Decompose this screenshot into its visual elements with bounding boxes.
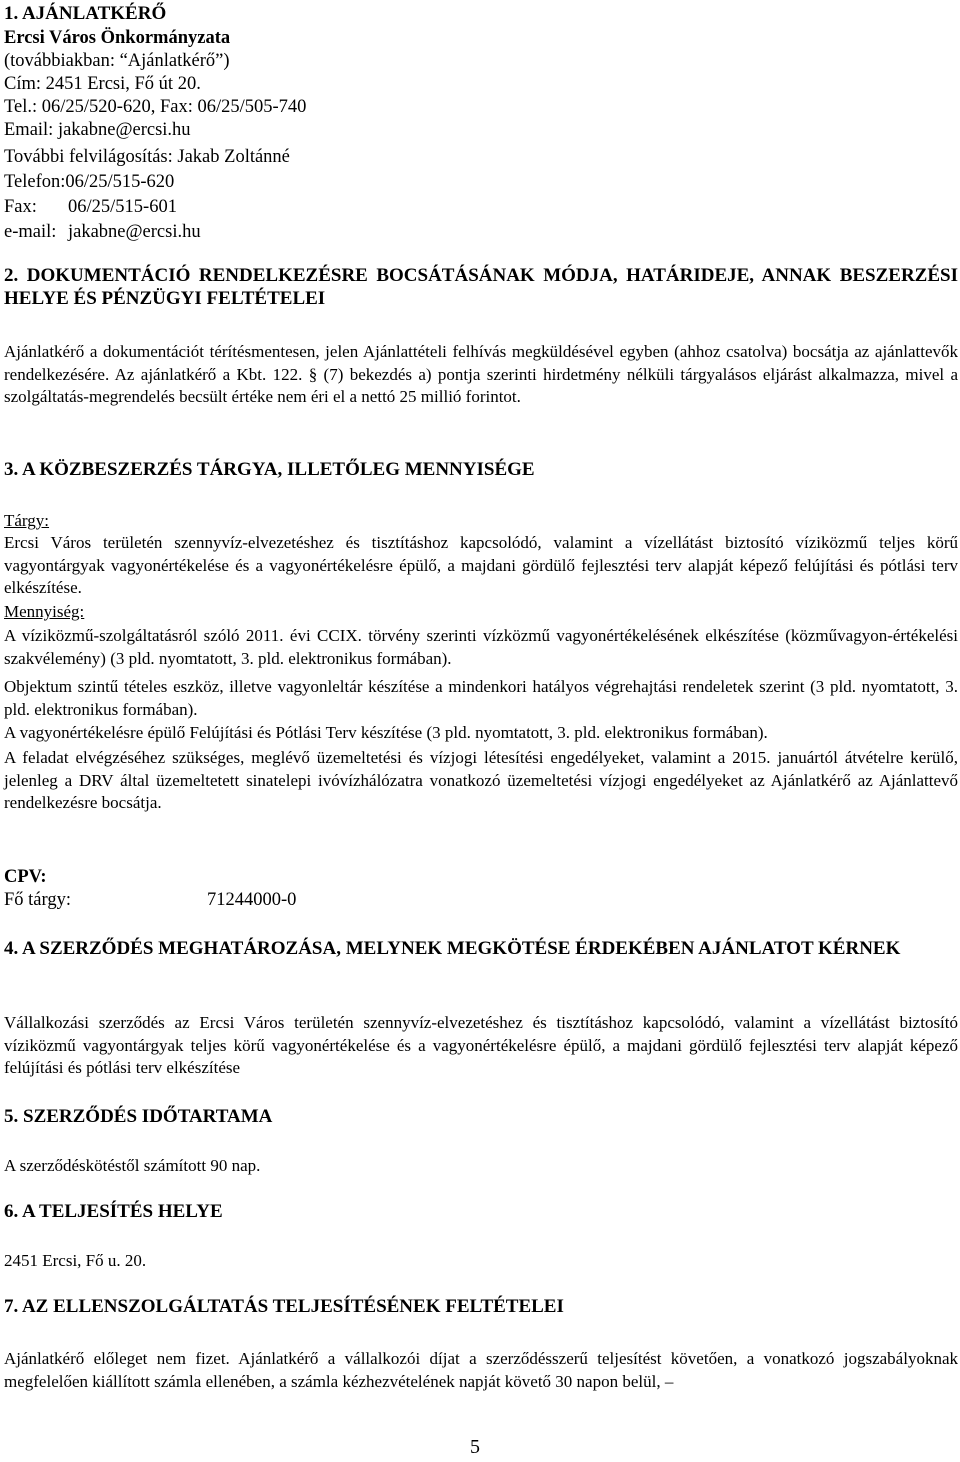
section-1-heading: 1. AJÁNLATKÉRŐ <box>4 3 167 24</box>
section-5-paragraph: A szerződéskötéstől számított 90 nap. <box>4 1156 261 1175</box>
tel-line: Tel.: 06/25/520-620, Fax: 06/25/505-740 <box>4 97 307 117</box>
cpv-main-label: Fő tárgy: <box>4 890 71 910</box>
email-line: Email: jakabne@ercsi.hu <box>4 120 191 140</box>
section-2-paragraph: Ajánlatkérő a dokumentációt térítésmentesen, jelen Ajánlattételi felhívás megküldésével egyben (ahhoz csatolva) bocsátja az ajánlattevők rendelkezésére. Az ajánlatkérő a Kbt. 122. § (7) bekezdés a) pontja szerinti hirdetmény nélküli tárgyalásos eljárást alkalmazza, mivel a szolgáltatás-megrendelés becsült értéke nem éri el a nettó 25 millió forintot. <box>4 342 958 406</box>
org-name: Ercsi Város Önkormányzata <box>4 28 231 48</box>
cpv-main-row <box>4 889 297 911</box>
section-6-heading: 6. A TELJESÍTÉS HELYE <box>4 1201 223 1222</box>
email2-label: e-mail: <box>4 222 57 242</box>
subject-label: Tárgy: <box>4 511 50 530</box>
phone-line: Telefon:06/25/515-620 <box>4 172 175 192</box>
cpv-label: CPV: <box>4 867 47 887</box>
page-number: 5 <box>470 1436 480 1458</box>
section-4-heading: 4. A SZERZŐDÉS MEGHATÁROZÁSA, MELYNEK MEGKÖTÉSE ÉRDEKÉBEN AJÁNLATOT KÉRNEK <box>4 938 901 959</box>
address-line: Cím: 2451 Ercsi, Fő út 20. <box>4 74 201 94</box>
section-5-heading: 5. SZERZŐDÉS IDŐTARTAMA <box>4 1106 273 1127</box>
quantity-label: Mennyiség: <box>4 602 85 621</box>
info-line: További felvilágosítás: Jakab Zoltánné <box>4 147 290 167</box>
section-2-heading: 2. DOKUMENTÁCIÓ RENDELKEZÉSRE BOCSÁTÁSÁNAK MÓDJA, HATÁRIDEJE, ANNAK BESZERZÉSI HELYE ÉS PÉNZÜGYI FELTÉTELEI <box>4 265 958 309</box>
subject-text: Ercsi Város területén szennyvíz-elvezetéshez és tisztításhoz kapcsolódó, valamint a vízellátást biztosító víziközmű teljes körű vagyontárgyak vagyonértékelése és a vagyonértékelésre épülő, a majdani gördülő fejlesztési terv alapját képező felújítási és pótlási terv elkészítése. <box>4 533 958 597</box>
quantity-paragraph-1: A víziközmű-szolgáltatásról szóló 2011. évi CCIX. törvény szerinti vízközmű vagyonértékelésének elkészítése (közművagyon-értékelési szakvélemény) (3 pld. nyomtatott, 3. pld. elektronikus formában). <box>4 626 958 668</box>
email2-value: jakabne@ercsi.hu <box>68 222 201 242</box>
fax-label: Fax: <box>4 197 37 217</box>
cpv-main-code: 71244000-0 <box>207 890 297 910</box>
section-4-paragraph: Vállalkozási szerződés az Ercsi Város területén szennyvíz-elvezetéshez és tisztításhoz kapcsolódó, valamint a vízellátást biztosító víziközmű vagyontárgyak teljes körű vagyonértékelése és a vagyonértékelésre épülő, a majdani gördülő fejlesztési terv alapját képező felújítási és pótlási terv elkészítése <box>4 1013 958 1077</box>
fax-line <box>4 196 177 218</box>
section-7-heading: 7. AZ ELLENSZOLGÁLTATÁS TELJESÍTÉSÉNEK FELTÉTELEI <box>4 1296 564 1317</box>
quantity-paragraph-3: A vagyonértékelésre épülő Felújítási és Pótlási Terv készítése (3 pld. nyomtatott, 3. pld. elektronikus formában). <box>4 723 768 742</box>
section-7-paragraph: Ajánlatkérő előleget nem fizet. Ajánlatkérő a vállalkozói díjat a szerződésszerű teljesítést követően, a vonatkozó jogszabályoknak megfelelően kiállított számla ellenében, a számla kézhezvételének napját követő 30 napon belül, – <box>4 1349 958 1391</box>
quantity-paragraph-2: Objektum szintű tételes eszköz, illetve vagyonleltár készítése a mindenkori hatályos végrehajtási rendeletek szerint (3 pld. nyomtatott, 3. pld. elektronikus formában). <box>4 677 958 719</box>
alias-line: (továbbiakban: “Ajánlatkérő”) <box>4 51 230 71</box>
fax-value: 06/25/515-601 <box>68 197 177 217</box>
section-6-paragraph: 2451 Ercsi, Fő u. 20. <box>4 1251 147 1270</box>
section-3-heading: 3. A KÖZBESZERZÉS TÁRGYA, ILLETŐLEG MENNYISÉGE <box>4 459 535 480</box>
email2-line <box>4 221 201 243</box>
quantity-paragraph-4: A feladat elvégzéséhez szükséges, meglévő üzemeltetési és vízjogi létesítési engedélyeket, valamint a 2015. januártól átvételre kerülő, jelenleg a DRV által üzemeltetett sinatelepi ivóvízhálózatra vonatkozó üzemeltetési vízjogi engedélyeket az Ajánlatkérő az Ajánlattevő rendelkezésre bocsátja. <box>4 748 958 812</box>
